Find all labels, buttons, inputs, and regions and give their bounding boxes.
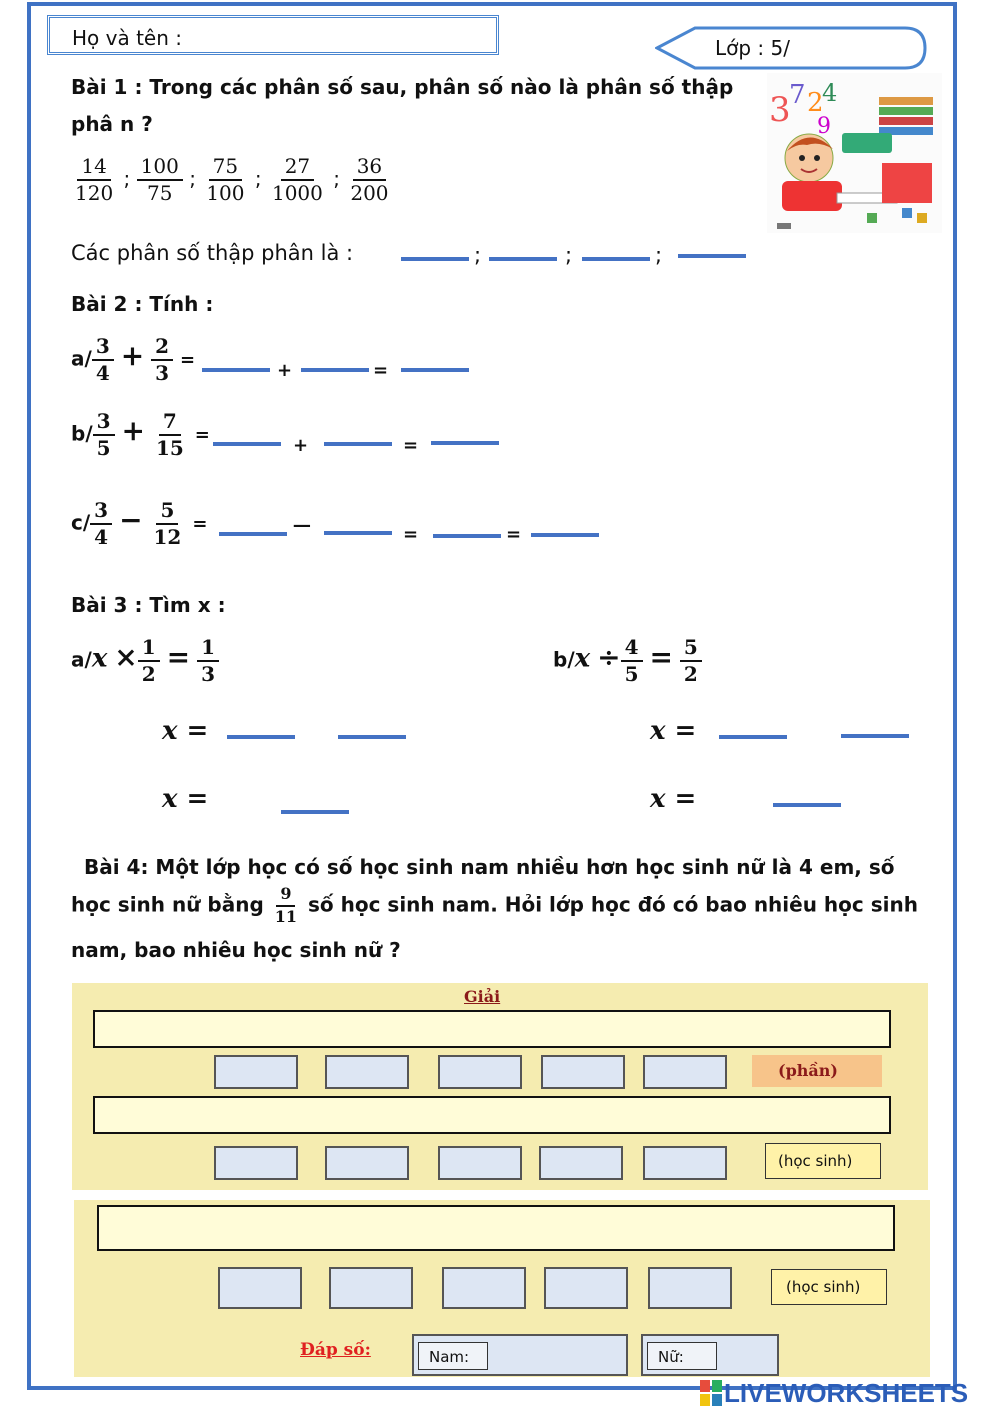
bai3-a: a/𝒙 × $\frac{1}{2}$ = $\frac{1}{3}$: [71, 637, 219, 685]
equals-sign: =: [403, 524, 419, 545]
equals-sign: =: [506, 524, 522, 545]
answer-blank[interactable]: [531, 533, 599, 537]
x-equals: 𝒙 =: [650, 784, 697, 814]
answer-cell[interactable]: [218, 1267, 302, 1309]
answer-cell[interactable]: [214, 1055, 298, 1089]
separator: ;: [474, 243, 482, 267]
svg-text:4: 4: [822, 79, 838, 107]
solution-panel-2: [74, 1200, 930, 1377]
bai4-line1: Bài 4: Một lớp học có số học sinh nam nhiều hơn học sinh nữ là 4 em, số: [84, 855, 895, 879]
separator: ;: [123, 166, 131, 191]
nu-answer-field[interactable]: [641, 1334, 779, 1376]
separator: ;: [254, 166, 262, 191]
bai4-line3: nam, bao nhiêu học sinh nữ ?: [71, 938, 401, 962]
solution-panel-1: [72, 983, 928, 1190]
answer-cell[interactable]: [544, 1267, 628, 1309]
fraction: $\frac{27}{1000}$: [271, 154, 323, 205]
fraction: $\frac{14}{120}$: [75, 154, 114, 205]
answer-cell[interactable]: [541, 1055, 625, 1089]
plus-sign: +: [277, 360, 293, 381]
answer-blank[interactable]: [433, 534, 501, 538]
answer-cell[interactable]: [325, 1055, 409, 1089]
x-equals: 𝒙 =: [162, 716, 209, 746]
class-label: Lớp : 5/: [715, 36, 790, 60]
answer-blank[interactable]: [324, 531, 392, 535]
bai2-title: Bài 2 : Tính :: [71, 292, 214, 316]
fraction: $\frac{100}{75}$: [137, 156, 183, 204]
watermark-text: LIVEWORKSHEETS: [724, 1378, 969, 1408]
fraction: $\frac{36}{200}$: [350, 154, 389, 205]
bai4-line2: học sinh nữ bằng $\frac{9}{11}$ số học sinh nam. Hỏi lớp học đó có bao nhiêu học sinh: [71, 884, 918, 926]
answer-blank[interactable]: [773, 803, 841, 807]
nu-label: Nữ:: [647, 1342, 717, 1370]
answer-blank[interactable]: [401, 257, 469, 261]
equals-sign: =: [403, 435, 419, 456]
equals-sign: =: [373, 360, 389, 381]
answer-blank[interactable]: [324, 442, 392, 446]
svg-text:9: 9: [817, 114, 831, 139]
svg-text:7: 7: [789, 80, 806, 110]
answer-cell[interactable]: [214, 1146, 298, 1180]
name-field[interactable]: [47, 15, 499, 55]
answer-cell[interactable]: [643, 1146, 727, 1180]
answer-cell[interactable]: [442, 1267, 526, 1309]
answer-cell[interactable]: [539, 1146, 623, 1180]
answer-blank[interactable]: [582, 257, 650, 261]
nam-label: Nam:: [418, 1342, 488, 1370]
bai3-title: Bài 3 : Tìm x :: [71, 593, 226, 617]
math-kid-illustration: [767, 73, 942, 233]
unit-box: (phần): [752, 1055, 882, 1087]
separator: ;: [189, 166, 196, 191]
answer-blank[interactable]: [489, 257, 557, 261]
answer-cell[interactable]: [643, 1055, 727, 1089]
bai1-title-line2: phâ n ?: [71, 112, 153, 136]
answer-blank[interactable]: [219, 532, 287, 536]
minus-sign: −: [291, 511, 313, 541]
answer-blank[interactable]: [227, 735, 295, 739]
x-equals: 𝒙 =: [650, 716, 697, 746]
svg-text:3: 3: [769, 90, 791, 130]
answer-blank[interactable]: [401, 368, 469, 372]
answer-blank[interactable]: [841, 734, 909, 738]
bai2-c: c/ $\frac{3}{4}$ − $\frac{5}{12}$ =: [71, 498, 208, 549]
answer-blank[interactable]: [202, 368, 270, 372]
class-tag: [655, 25, 927, 71]
answer-strip[interactable]: [93, 1096, 891, 1134]
unit-box: (học sinh): [771, 1269, 887, 1305]
answer-blank[interactable]: [719, 735, 787, 739]
separator: ;: [565, 243, 573, 267]
answer-blank[interactable]: [431, 441, 499, 445]
bai2-b: b/ $\frac{3}{5}$ + $\frac{7}{15}$ =: [71, 409, 210, 460]
bai3-b: b/𝒙 ÷ $\frac{4}{5}$ = $\frac{5}{2}$: [553, 637, 702, 685]
bai1-answer-label: Các phân số thập phân là :: [71, 241, 354, 265]
answer-cell[interactable]: [325, 1146, 409, 1180]
separator: ;: [333, 166, 340, 191]
unit-box: (học sinh): [765, 1143, 881, 1179]
answer-blank[interactable]: [281, 810, 349, 814]
answer-cell[interactable]: [438, 1055, 522, 1089]
logo-icon: [700, 1380, 722, 1406]
answer-cell[interactable]: [438, 1146, 522, 1180]
answer-blank[interactable]: [301, 368, 369, 372]
answer-blank[interactable]: [213, 442, 281, 446]
answer-blank[interactable]: [338, 735, 406, 739]
answer-cell[interactable]: [648, 1267, 732, 1309]
plus-sign: +: [293, 435, 309, 456]
name-label: Họ và tên :: [72, 26, 182, 50]
solution-heading: Giải: [464, 987, 501, 1006]
nam-answer-field[interactable]: [412, 1334, 628, 1376]
svg-text:2: 2: [807, 88, 824, 118]
answer-strip[interactable]: [97, 1205, 895, 1251]
answer-label: Đáp số:: [300, 1340, 371, 1360]
x-equals: 𝒙 =: [162, 784, 209, 814]
answer-blank[interactable]: [678, 254, 746, 258]
separator: ;: [655, 243, 663, 267]
answer-cell[interactable]: [329, 1267, 413, 1309]
answer-strip[interactable]: [93, 1010, 891, 1048]
bai1-title-line1: Bài 1 : Trong các phân số sau, phân số nào là phân số thập: [71, 75, 734, 99]
bai2-a: a/ $\frac{3}{4}$ + $\frac{2}{3}$ =: [71, 334, 196, 385]
fraction: $\frac{75}{100}$: [206, 154, 245, 205]
bai1-fraction-list: [71, 156, 393, 204]
